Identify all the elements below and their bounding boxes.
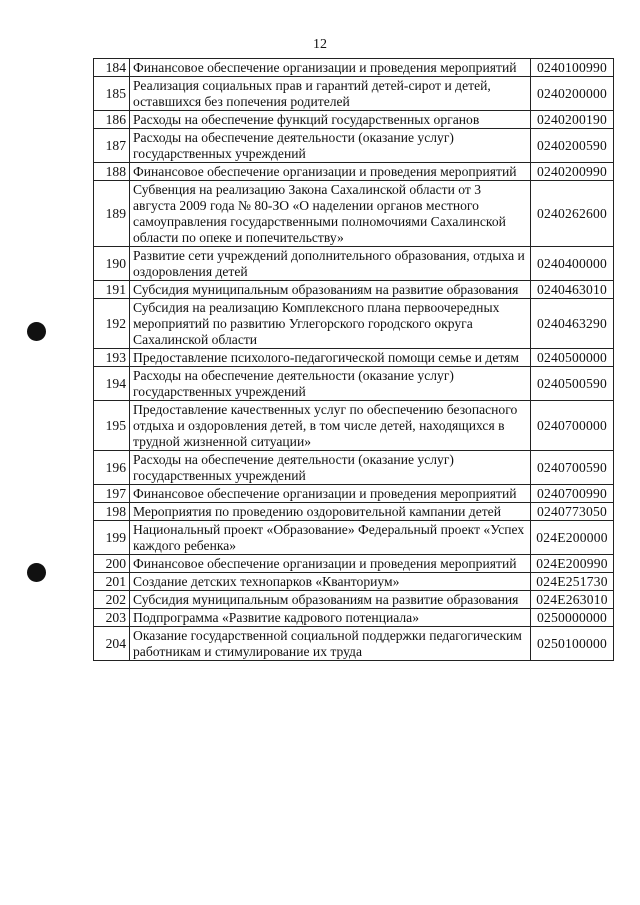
row-name-cell: Расходы на обеспечение деятельности (оказание услуг) государственных учреждений	[130, 367, 531, 401]
row-name-cell: Предоставление качественных услуг по обеспечению безопасного отдыха и оздоровления детей, в том числе детей, находящихся в трудной жизненной ситуации»	[130, 401, 531, 451]
row-number-cell: 190	[94, 247, 130, 281]
row-number-cell: 197	[94, 485, 130, 503]
row-number-cell: 193	[94, 349, 130, 367]
row-code-cell: 024E251730	[531, 573, 614, 591]
row-code-cell: 024E263010	[531, 591, 614, 609]
row-name-cell: Финансовое обеспечение организации и проведения мероприятий	[130, 555, 531, 573]
table-row	[94, 349, 614, 367]
row-code-cell: 024E200000	[531, 521, 614, 555]
row-code-cell: 0240200590	[531, 129, 614, 163]
row-name-cell: Финансовое обеспечение организации и проведения мероприятий	[130, 485, 531, 503]
row-number-cell: 191	[94, 281, 130, 299]
row-code-cell: 0240262600	[531, 181, 614, 247]
row-number-cell: 202	[94, 591, 130, 609]
row-code-cell: 0240700590	[531, 451, 614, 485]
row-name-cell: Субсидия на реализацию Комплексного плана первоочередных мероприятий по развитию Углегорского городского округа Сахалинской области	[130, 299, 531, 349]
table-row	[94, 59, 614, 77]
table-row	[94, 451, 614, 485]
row-name-cell: Подпрограмма «Развитие кадрового потенциала»	[130, 609, 531, 627]
row-code-cell: 0240500590	[531, 367, 614, 401]
row-code-cell: 0240700000	[531, 401, 614, 451]
row-name-cell: Расходы на обеспечение деятельности (оказание услуг) государственных учреждений	[130, 129, 531, 163]
table-row	[94, 627, 614, 661]
row-name-cell: Создание детских технопарков «Кванториум»	[130, 573, 531, 591]
table-row	[94, 299, 614, 349]
row-name-cell: Расходы на обеспечение функций государственных органов	[130, 111, 531, 129]
table-row	[94, 247, 614, 281]
row-number-cell: 184	[94, 59, 130, 77]
row-name-cell: Финансовое обеспечение организации и проведения мероприятий	[130, 59, 531, 77]
row-code-cell: 024E200990	[531, 555, 614, 573]
row-code-cell: 0240700990	[531, 485, 614, 503]
table-row	[94, 129, 614, 163]
row-code-cell: 0240400000	[531, 247, 614, 281]
row-number-cell: 185	[94, 77, 130, 111]
punch-hole-mark	[27, 563, 46, 582]
row-name-cell: Субсидия муниципальным образованиям на развитие образования	[130, 281, 531, 299]
table-row	[94, 181, 614, 247]
row-name-cell: Расходы на обеспечение деятельности (оказание услуг) государственных учреждений	[130, 451, 531, 485]
row-code-cell: 0240100990	[531, 59, 614, 77]
punch-hole-mark	[27, 322, 46, 341]
row-code-cell: 0250000000	[531, 609, 614, 627]
row-number-cell: 189	[94, 181, 130, 247]
table-row	[94, 163, 614, 181]
table-row	[94, 521, 614, 555]
table-body	[94, 59, 614, 661]
row-code-cell: 0250100000	[531, 627, 614, 661]
row-code-cell: 0240773050	[531, 503, 614, 521]
row-number-cell: 186	[94, 111, 130, 129]
table-row	[94, 77, 614, 111]
row-number-cell: 192	[94, 299, 130, 349]
row-code-cell: 0240200000	[531, 77, 614, 111]
row-number-cell: 187	[94, 129, 130, 163]
row-number-cell: 200	[94, 555, 130, 573]
row-name-cell: Субсидия муниципальным образованиям на развитие образования	[130, 591, 531, 609]
table-row	[94, 609, 614, 627]
row-number-cell: 195	[94, 401, 130, 451]
table-row	[94, 401, 614, 451]
table-row	[94, 591, 614, 609]
row-code-cell: 0240200990	[531, 163, 614, 181]
table-row	[94, 111, 614, 129]
row-code-cell: 0240463010	[531, 281, 614, 299]
row-name-cell: Оказание государственной социальной поддержки педагогическим работникам и стимулирование их труда	[130, 627, 531, 661]
budget-classification-table	[93, 58, 614, 661]
row-code-cell: 0240463290	[531, 299, 614, 349]
row-number-cell: 199	[94, 521, 130, 555]
row-number-cell: 203	[94, 609, 130, 627]
row-code-cell: 0240200190	[531, 111, 614, 129]
row-name-cell: Реализация социальных прав и гарантий детей-сирот и детей, оставшихся без попечения родителей	[130, 77, 531, 111]
row-number-cell: 196	[94, 451, 130, 485]
row-number-cell: 204	[94, 627, 130, 661]
row-number-cell: 198	[94, 503, 130, 521]
row-name-cell: Предоставление психолого-педагогической помощи семье и детям	[130, 349, 531, 367]
row-name-cell: Развитие сети учреждений дополнительного образования, отдыха и оздоровления детей	[130, 247, 531, 281]
table-row	[94, 281, 614, 299]
table-row	[94, 555, 614, 573]
row-number-cell: 188	[94, 163, 130, 181]
table-row	[94, 367, 614, 401]
row-name-cell: Мероприятия по проведению оздоровительной кампании детей	[130, 503, 531, 521]
row-number-cell: 201	[94, 573, 130, 591]
row-name-cell: Финансовое обеспечение организации и проведения мероприятий	[130, 163, 531, 181]
page-number: 12	[313, 37, 327, 52]
row-number-cell: 194	[94, 367, 130, 401]
table-row	[94, 503, 614, 521]
table-row	[94, 573, 614, 591]
row-code-cell: 0240500000	[531, 349, 614, 367]
table-row	[94, 485, 614, 503]
row-name-cell: Субвенция на реализацию Закона Сахалинской области от 3 августа 2009 года № 80-ЗО «О наделении органов местного самоуправления государственными полномочиями Сахалинской области по опеке и попечительству»	[130, 181, 531, 247]
row-name-cell: Национальный проект «Образование» Федеральный проект «Успех каждого ребенка»	[130, 521, 531, 555]
